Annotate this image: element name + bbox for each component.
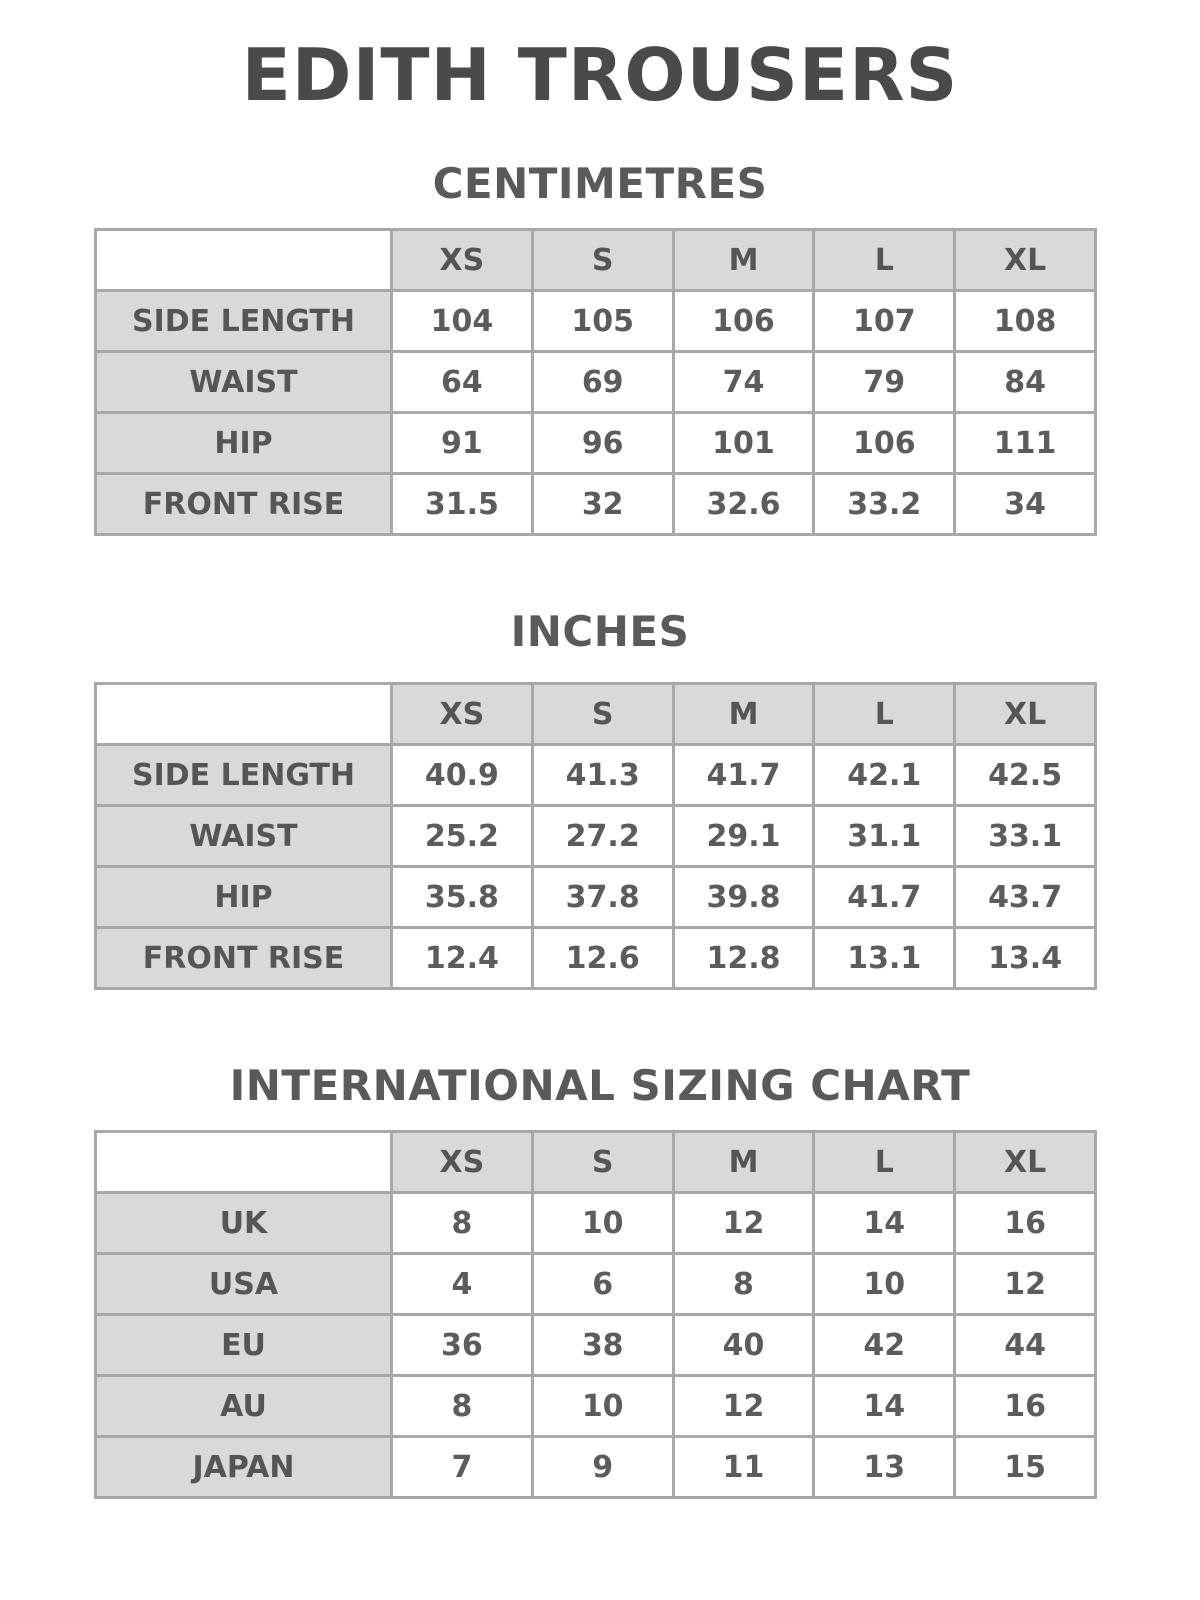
- table-cell: 16: [955, 1376, 1096, 1437]
- table-cell: 10: [532, 1376, 673, 1437]
- table-corner-cell: [96, 684, 392, 745]
- column-header: XS: [392, 1132, 533, 1193]
- row-header: FRONT RISE: [96, 928, 392, 989]
- table-cell: 31.5: [392, 474, 533, 535]
- table-row: [96, 928, 1096, 989]
- table-row: [96, 352, 1096, 413]
- column-header: L: [814, 1132, 955, 1193]
- table-cell: 8: [392, 1376, 533, 1437]
- table-row: [96, 291, 1096, 352]
- table-row: [96, 1376, 1096, 1437]
- column-header: M: [673, 230, 814, 291]
- table-cell: 108: [955, 291, 1096, 352]
- table-cell: 12.4: [392, 928, 533, 989]
- table-cell: 41.3: [532, 745, 673, 806]
- table-cell: 16: [955, 1193, 1096, 1254]
- table-cell: 12: [673, 1376, 814, 1437]
- table-cell: 15: [955, 1437, 1096, 1498]
- table-row: [96, 413, 1096, 474]
- column-header: M: [673, 684, 814, 745]
- table-cell: 12: [955, 1254, 1096, 1315]
- table-cell: 8: [673, 1254, 814, 1315]
- table-header-row: [96, 230, 1096, 291]
- table-cell: 8: [392, 1193, 533, 1254]
- table-cell: 39.8: [673, 867, 814, 928]
- table-cell: 33.2: [814, 474, 955, 535]
- table-cell: 105: [532, 291, 673, 352]
- row-header: USA: [96, 1254, 392, 1315]
- table-row: [96, 1193, 1096, 1254]
- table-cell: 31.1: [814, 806, 955, 867]
- row-header: JAPAN: [96, 1437, 392, 1498]
- table-cell: 34: [955, 474, 1096, 535]
- table-cell: 6: [532, 1254, 673, 1315]
- column-header: S: [532, 684, 673, 745]
- table-cell: 9: [532, 1437, 673, 1498]
- table-header-row: [96, 1132, 1096, 1193]
- row-header: SIDE LENGTH: [96, 745, 392, 806]
- column-header: S: [532, 230, 673, 291]
- page-title: EDITH TROUSERS: [241, 33, 959, 117]
- table-cell: 42: [814, 1315, 955, 1376]
- row-header: HIP: [96, 867, 392, 928]
- table-corner-cell: [96, 1132, 392, 1193]
- table-cell: 11: [673, 1437, 814, 1498]
- table-cell: 33.1: [955, 806, 1096, 867]
- column-header: L: [814, 684, 955, 745]
- table-header-row: [96, 684, 1096, 745]
- table-cell: 79: [814, 352, 955, 413]
- table-cell: 14: [814, 1193, 955, 1254]
- table-cell: 38: [532, 1315, 673, 1376]
- table-cell: 36: [392, 1315, 533, 1376]
- column-header: XS: [392, 684, 533, 745]
- table-row: [96, 474, 1096, 535]
- column-header: XL: [955, 684, 1096, 745]
- column-header: M: [673, 1132, 814, 1193]
- table-cell: 104: [392, 291, 533, 352]
- column-header: XL: [955, 1132, 1096, 1193]
- table-cell: 64: [392, 352, 533, 413]
- table-row: [96, 1254, 1096, 1315]
- table-cell: 35.8: [392, 867, 533, 928]
- table-cell: 7: [392, 1437, 533, 1498]
- table-cell: 43.7: [955, 867, 1096, 928]
- table-cell: 29.1: [673, 806, 814, 867]
- table-cell: 25.2: [392, 806, 533, 867]
- table-cell: 13.4: [955, 928, 1096, 989]
- size-table-centimetres: [94, 228, 1097, 536]
- table-cell: 107: [814, 291, 955, 352]
- row-header: UK: [96, 1193, 392, 1254]
- table-cell: 13.1: [814, 928, 955, 989]
- table-cell: 101: [673, 413, 814, 474]
- section-title-centimetres: CENTIMETRES: [432, 159, 768, 208]
- row-header: WAIST: [96, 352, 392, 413]
- table-cell: 106: [814, 413, 955, 474]
- table-row: [96, 806, 1096, 867]
- table-cell: 4: [392, 1254, 533, 1315]
- row-header: HIP: [96, 413, 392, 474]
- table-cell: 69: [532, 352, 673, 413]
- table-cell: 27.2: [532, 806, 673, 867]
- column-header: S: [532, 1132, 673, 1193]
- table-cell: 42.5: [955, 745, 1096, 806]
- column-header: L: [814, 230, 955, 291]
- table-row: [96, 1437, 1096, 1498]
- table-row: [96, 1315, 1096, 1376]
- section-title-international: INTERNATIONAL SIZING CHART: [229, 1061, 971, 1110]
- table-cell: 12: [673, 1193, 814, 1254]
- table-cell: 106: [673, 291, 814, 352]
- row-header: SIDE LENGTH: [96, 291, 392, 352]
- table-cell: 37.8: [532, 867, 673, 928]
- table-cell: 10: [814, 1254, 955, 1315]
- row-header: FRONT RISE: [96, 474, 392, 535]
- table-cell: 10: [532, 1193, 673, 1254]
- column-header: XS: [392, 230, 533, 291]
- table-cell: 41.7: [814, 867, 955, 928]
- row-header: WAIST: [96, 806, 392, 867]
- table-cell: 91: [392, 413, 533, 474]
- row-header: EU: [96, 1315, 392, 1376]
- table-cell: 40: [673, 1315, 814, 1376]
- table-row: [96, 745, 1096, 806]
- table-cell: 14: [814, 1376, 955, 1437]
- table-corner-cell: [96, 230, 392, 291]
- table-cell: 41.7: [673, 745, 814, 806]
- table-cell: 96: [532, 413, 673, 474]
- table-cell: 111: [955, 413, 1096, 474]
- table-cell: 32: [532, 474, 673, 535]
- table-cell: 74: [673, 352, 814, 413]
- table-cell: 44: [955, 1315, 1096, 1376]
- table-cell: 13: [814, 1437, 955, 1498]
- table-cell: 40.9: [392, 745, 533, 806]
- table-cell: 84: [955, 352, 1096, 413]
- size-table-international: [94, 1130, 1097, 1499]
- table-row: [96, 867, 1096, 928]
- section-title-inches: INCHES: [510, 607, 690, 656]
- row-header: AU: [96, 1376, 392, 1437]
- table-cell: 32.6: [673, 474, 814, 535]
- table-cell: 12.8: [673, 928, 814, 989]
- table-cell: 12.6: [532, 928, 673, 989]
- size-table-inches: [94, 682, 1097, 990]
- table-cell: 42.1: [814, 745, 955, 806]
- column-header: XL: [955, 230, 1096, 291]
